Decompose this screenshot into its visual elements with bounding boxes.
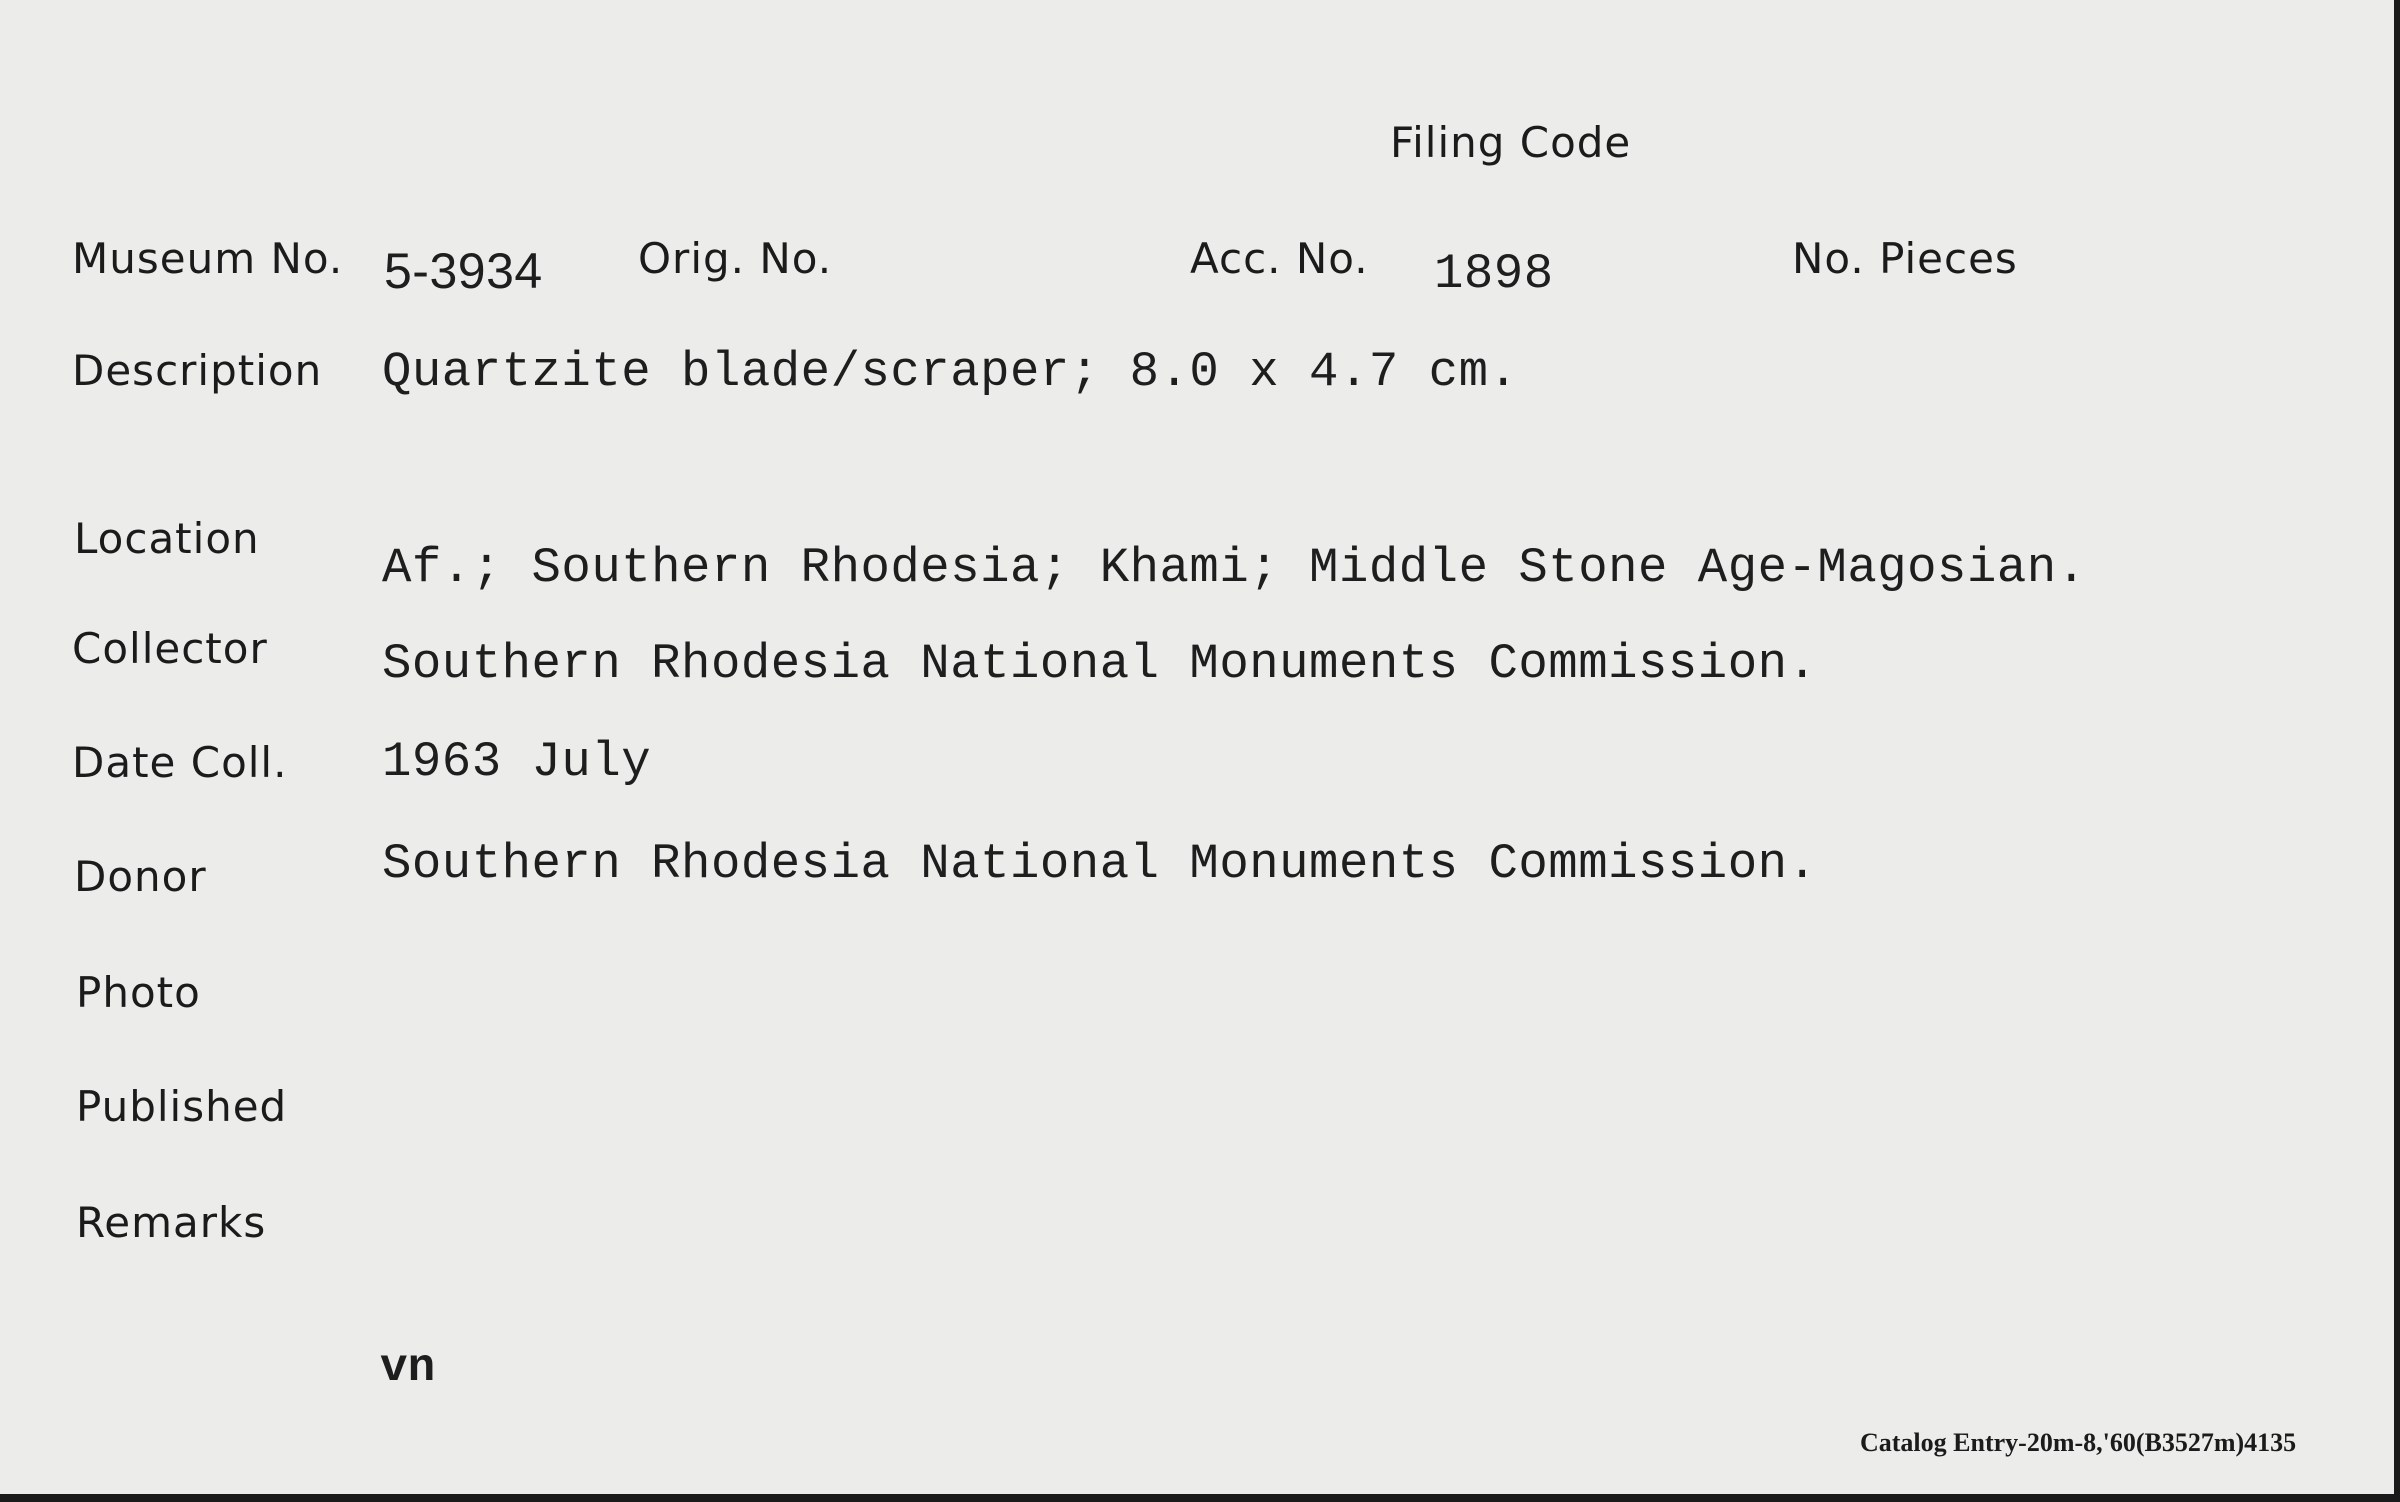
acc-no-value: 1898 xyxy=(1434,246,1554,302)
date-coll-label: Date Coll. xyxy=(72,738,288,787)
cataloger-initials: vn xyxy=(380,1342,436,1394)
museum-no-label: Museum No. xyxy=(72,234,344,283)
orig-no-label: Orig. No. xyxy=(638,234,833,283)
description-value: Quartzite blade/scraper; 8.0 x 4.7 cm. xyxy=(382,344,1519,400)
donor-value: Southern Rhodesia National Monuments Commission. xyxy=(382,836,1818,892)
catalog-footer: Catalog Entry-20m-8,'60(B3527m)4135 xyxy=(1860,1428,2297,1457)
filing-code-label: Filing Code xyxy=(1390,118,1632,167)
museum-no-value: 5-3934 xyxy=(384,243,543,299)
published-label: Published xyxy=(76,1082,288,1131)
donor-label: Donor xyxy=(74,852,207,901)
location-value: Af.; Southern Rhodesia; Khami; Middle Stone Age-Magosian. xyxy=(382,540,2087,596)
remarks-label: Remarks xyxy=(76,1198,267,1247)
collector-label: Collector xyxy=(72,624,268,673)
acc-no-label: Acc. No. xyxy=(1190,234,1369,283)
collector-value: Southern Rhodesia National Monuments Commission. xyxy=(382,636,1818,692)
no-pieces-label: No. Pieces xyxy=(1792,234,2018,283)
location-label: Location xyxy=(74,514,260,563)
photo-label: Photo xyxy=(76,968,201,1017)
description-label: Description xyxy=(72,346,323,395)
date-coll-value: 1963 July xyxy=(382,734,652,790)
